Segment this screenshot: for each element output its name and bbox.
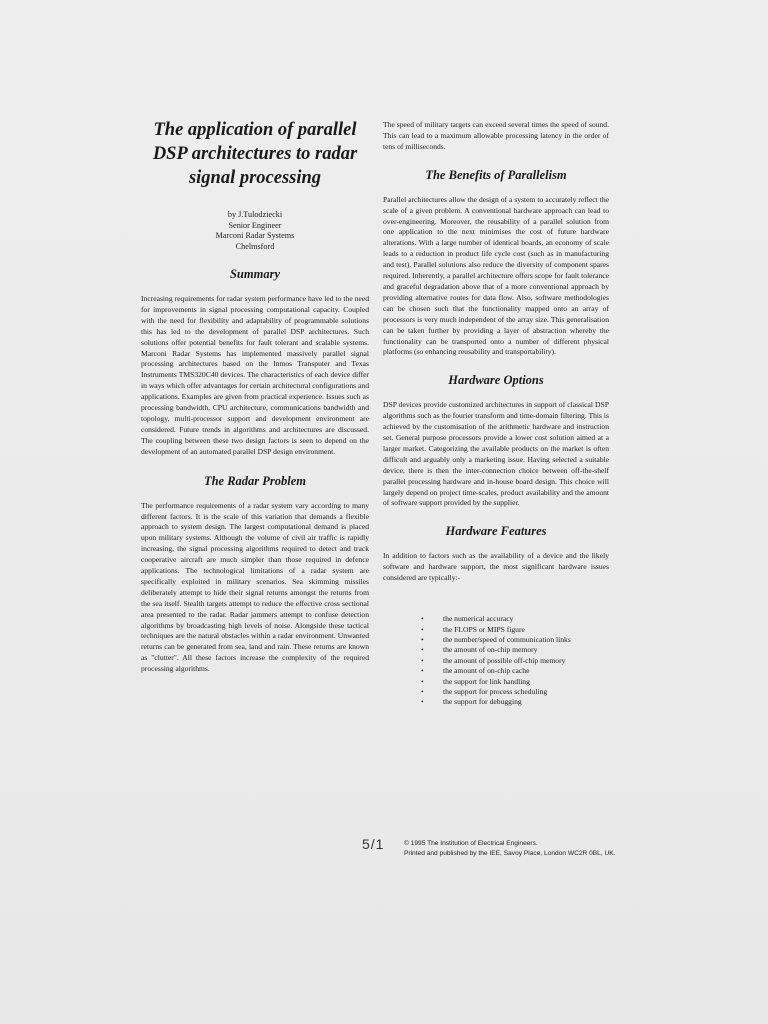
radar-problem-text: The performance requirements of a radar system vary according to many different factors. It is the scale of this variation that demands a flexible approach to system design. The largest computational demand is placed upon military systems. Although the volume of civil air traffic is rapidly increasing, the signal processing algorithms required to detect and track cooperative aircraft are much simpler than those required in defence applications. The technological limitations of a radar system are specifically exploited in military scenarios. Sea skimming missiles deliberately attempt to hide their signal returns amongst the returns from the sea itself. Stealth targets attempt to reduce the effective cross sectional area presented to the radar. Radar jammers attempt to confuse detection algorithms by broadcasting high levels of noise. Alongside these tactical techniques are the natural obstacles within a radar environment. Unwanted returns can be generated from sea, land and rain. These returns are known as "clutter". All these factors increase the complexity of the required processing algorithms. — [141, 500, 369, 674]
hardware-options-heading: Hardware Options — [448, 373, 544, 388]
paper-title: The application of parallel DSP architectures to radar signal processing — [152, 120, 358, 188]
list-item — [421, 645, 609, 655]
hardware-features-text: In addition to factors such as the availability of a device and the likely software and hardware support, the most significant hardware issues considered are typically:- — [383, 551, 609, 583]
bullet-icon: • — [421, 676, 424, 686]
hardware-options-text: DSP devices provide customized architectures in support of classical DSP algorithms such as the fourier transform and time-domain filtering. This is achieved by the customisation of the arithmetic hardware and instruction set. General purpose processors provide a lower cost solution aimed at a larger market. Categorizing the available products on the market is often difficult and arguably only a marketing issue. Having selected a suitable device, there is then the inter-connection choice between off-the-shelf parallel processing hardware and in-house board design. This choice will largely depend on project time-scales, product availability and the amount of software support provided by the supplier. — [383, 400, 609, 508]
right-column — [383, 120, 609, 708]
list-item — [421, 666, 609, 676]
hardware-features-heading: Hardware Features — [445, 524, 547, 539]
bullet-icon: • — [421, 614, 424, 624]
parallelism-text: Parallel architectures allow the design of a system to accurately reflect the scale of a given problem. A conventional hardware approach can lead to over-engineering. Moreover, the reusability of a parallel solution from one application to the next minimises the cost of future hardware alterations. With a large number of identical boards, an economy of scale leads to a reduction in product life cycle cost (such as in manufacturing and test). Parallel solutions also reduce the diversity of component spares required. Inherently, a parallel architecture offers scope for fault tolerance and graceful degradation above that of a more conventional approach by providing alternative routes for data flow. Also, software methodologies can be chosen such that the functionality mapped onto an array of processors is very much independent of the array size. This generalisation can be taken further by providing a layer of abstraction whereby the functionality can be transported onto a number of different physical platforms (so enhancing reusability and transportability). — [383, 194, 609, 357]
list-item-text: the amount of on-chip memory — [443, 645, 538, 655]
author-block — [141, 210, 369, 252]
list-item — [421, 635, 609, 645]
author-org: Marconi Radar Systems — [215, 231, 295, 240]
right-intro-text: The speed of military targets can exceed several times the speed of sound. This can lead to a maximum allowable processing latency in the order of tens of milliseconds. — [383, 120, 609, 151]
page-number: 5/1 — [362, 836, 385, 852]
list-item-text: the amount of on-chip cache — [443, 666, 530, 676]
copyright-notice — [404, 839, 616, 858]
bullet-icon: • — [421, 666, 424, 676]
bullet-icon: • — [421, 645, 424, 655]
copyright-line: © 1995 The Institution of Electrical Engineers. — [404, 840, 538, 847]
summary-text: Increasing requirements for radar system performance have led to the need for improvements in signal processing computational capacity. Coupled with the need for flexibility and adaptability of programmable solutions this has led to the development of parallel DSP architectures. Such solutions offer potential benefits for fault tolerant and scalable systems. Marconi Radar Systems has implemented massively parallel signal processing architectures based on the Inmos Transputer and Texas Instruments TMS320C40 devices. The characteristics of each device differ in ways which offer advantages for certain architectural configurations and applications. Examples are given from practical experience. Issues such as processing bandwidth, CPU architecture, communications bandwidth and topology, multi-processor support and development environment are considered. Future trends in algorithms and architectures are discussed. The coupling between these two design factors is seen to depend on the development of an automated parallel DSP design environment. — [141, 294, 369, 456]
bullet-icon: • — [421, 634, 424, 644]
author-place: Chelmsford — [235, 241, 275, 251]
list-item — [421, 677, 609, 687]
list-item — [421, 625, 609, 635]
bullet-icon: • — [421, 624, 424, 634]
bullet-icon: • — [421, 686, 424, 696]
list-item-text: the amount of possible off-chip memory — [443, 655, 566, 665]
list-item — [421, 656, 609, 666]
list-item — [421, 697, 609, 707]
hardware-features-list — [421, 614, 609, 708]
list-item-text: the number/speed of communication links — [443, 634, 571, 644]
list-item — [421, 614, 609, 624]
parallelism-heading: The Benefits of Parallelism — [425, 167, 567, 182]
list-item-text: the support for link handling — [443, 676, 530, 686]
author-name: by J.Tulodziecki — [227, 210, 283, 219]
author-role: Senior Engineer — [228, 220, 282, 230]
left-column — [141, 118, 369, 675]
list-item-text: the support for process scheduling — [443, 686, 548, 696]
list-item — [421, 687, 609, 697]
list-item-text: the FLOPS or MIPS figure — [443, 624, 525, 634]
list-item-text: the support for debugging — [443, 697, 522, 707]
summary-heading: Summary — [229, 267, 280, 281]
publisher-line: Printed and published by the IEE, Savoy Place, London WC2R 0BL, UK. — [404, 849, 616, 857]
bullet-icon: • — [421, 697, 424, 707]
bullet-icon: • — [421, 655, 424, 665]
list-item-text: the numerical accuracy — [443, 614, 514, 624]
radar-problem-heading: The Radar Problem — [203, 473, 307, 488]
